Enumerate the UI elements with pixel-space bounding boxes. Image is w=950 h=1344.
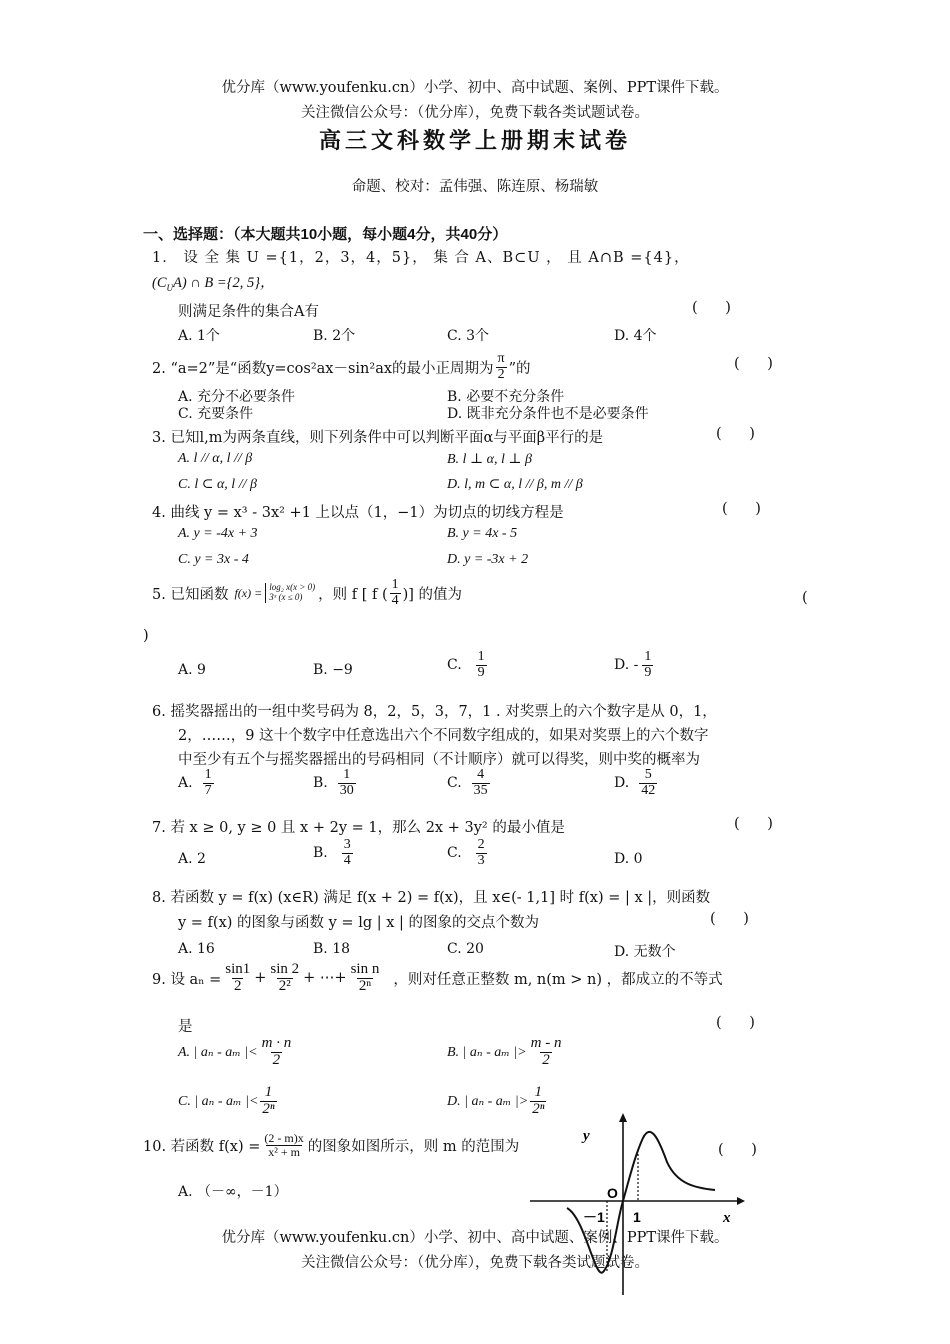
q2-option-b: B. 必要不充分条件 [447,389,565,405]
q7-option-b: B. $\frac{3}{4}$ [313,837,351,868]
y-label: y [583,1128,590,1144]
q8-option-d: D. 无数个 [614,944,676,960]
q10-stem: 10. 若函数 f(x) = $\frac{(2 - m)x}{\text{x² + m}}$ 的图象如图所示，则 m 的范围为 [143,1131,520,1159]
q9-option-a: A. | aₙ - aₘ |< $\frac{m \cdot n}{2}$ [178,1035,292,1068]
q7-answer-paren: ( ) [734,816,773,832]
q4-option-b: B. y = 4x - 5 [447,526,518,541]
q4-option-c: C. y = 3x - 4 [178,552,249,567]
q9-line2: 是 [178,1019,193,1035]
q7-option-d: D. 0 [614,851,643,867]
q5-paren-left: ( [802,590,808,606]
q1-answer-paren: ( ) [692,300,731,316]
footer-line-1: 优分库（www.youfenku.cn）小学、初中、高中试题、案例、PPT课件下载。 [221,1230,729,1246]
x-label: x [723,1210,731,1226]
q2-answer-paren: ( ) [734,356,773,372]
x-axis-arrow-icon [737,1197,745,1205]
pos-one-label: 1 [633,1209,641,1225]
q6-option-d: D. $\frac{5}{42}$ [614,767,656,798]
header-line-2: 关注微信公众号：（优分库），免费下载各类试题试卷。 [301,105,649,121]
page-title: 高三文科数学上册期末试卷 [318,128,631,154]
footer-line-2: 关注微信公众号：（优分库），免费下载各类试题试卷。 [301,1255,649,1271]
authors: 命题、校对：孟伟强、陈连原、杨瑞敏 [351,179,599,195]
q2-option-a: A. 充分不必要条件 [178,389,296,405]
header-line-1: 优分库（www.youfenku.cn）小学、初中、高中试题、案例、PPT课件下载。 [221,80,729,96]
q1-option-b: B. 2个 [313,328,356,344]
section-heading: 一、选择题：（本大题共10小题，每小题4分，共40分） [143,226,508,243]
q1-option-c: C. 3个 [447,328,490,344]
q8-line1: 8. 若函数 y = f(x) (x∈R) 满足 f(x + 2) = f(x)，且 x∈(- 1,1] 时 f(x) = | x |，则函数 [152,890,711,906]
q2-option-d: D. 既非充分条件也不是必要条件 [447,406,649,422]
q3-option-c: C. l ⊂ α, l // β [178,477,257,492]
q5-option-c: C. $\frac{1}{9}$ [447,649,485,680]
q5-paren-right: ) [143,628,149,644]
q8-line2: y = f(x) 的图象与函数 y = lg | x | 的图象的交点个数为 [178,915,539,931]
q2-option-c: C. 充要条件 [178,406,254,422]
neg-one-label: －1 [583,1209,605,1225]
q10-option-a: A. （－∞，－1） [178,1184,288,1200]
q1-stem: 则满足条件的集合A有 [178,304,319,320]
q6-option-b: B. $\frac{1}{30}$ [313,767,354,798]
q8-answer-paren: ( ) [710,911,749,927]
q4-option-a: A. y = -4x + 3 [178,526,258,541]
q5-option-b: B. −9 [313,662,353,678]
q1-option-a: A. 1个 [178,328,220,344]
q6-line3: 中至少有五个与摇奖器摇出的号码相同（不计顺序）就可以得奖，则中奖的概率为 [178,752,700,768]
q3-option-b: B. l ⊥ α, l ⊥ β [447,452,532,467]
q4-answer-paren: ( ) [722,501,761,517]
q9-option-b: B. | aₙ - aₘ |> $\frac{m - n}{2}$ [447,1035,562,1068]
y-axis-arrow-icon [619,1113,627,1122]
q5-option-a: A. 9 [178,662,206,678]
q5-option-d: D. - $\frac{1}{9}$ [614,649,652,680]
q7-option-c: C. $\frac{2}{3}$ [447,837,485,868]
q4-option-d: D. y = -3x + 2 [447,552,529,567]
q1-option-d: D. 4个 [614,328,657,344]
q6-option-c: C. $\frac{4}{35}$ [447,767,488,798]
q9-option-c: C. | aₙ - aₘ |< $\frac{1}{\text{2ⁿ}}$ [178,1084,275,1117]
q1-line1: 1． 设 全 集 U ={1，2，3，4，5}， 集 合 A、B⊂U ， 且 A∩B ={4}， [152,250,690,266]
q7-option-a: A. 2 [178,851,206,867]
q6-line2: 2，……，9 这十个数字中任意选出六个不同数字组成的，如果对奖票上的六个数字 [178,728,709,744]
q3-option-d: D. l, m ⊂ α, l // β, m // β [447,477,583,492]
q3-stem: 3. 已知l,m为两条直线，则下列条件中可以判断平面α与平面β平行的是 [152,430,604,446]
q3-answer-paren: ( ) [716,426,755,442]
q6-option-a: A. $\frac{1}{7}$ [178,767,212,798]
q9-stem: 9. 设 aₙ = $\frac{\sin 1}{2}$ + $\frac{\sin 2}{\text{2²}}$ + ⋯+ $\frac{\text{sin n}}{\text{2ⁿ}}$ ，则对任意正整数 m, n(m > n) ，都成立的不等式 [152,961,723,994]
q9-option-d: D. | aₙ - aₘ |> $\frac{1}{\text{2ⁿ}}$ [447,1084,545,1117]
q8-option-a: A. 16 [178,941,215,957]
q5-stem: 5. 已知函数 f(x) = log₂ x(x > 0) 3ˣ (x ≤ 0) ，则 f [ f ( $\frac{1}{4}$ )] 的值为 [152,577,463,608]
q10-answer-paren: ( ) [718,1142,757,1158]
q4-stem: 4. 曲线 y = x³ - 3x² +1 上以点（1，−1）为切点的切线方程是 [152,505,564,521]
q2-stem: 2. “a=2”是“函数y=cos²ax－sin²ax的最小正周期为 $\frac{\pi}{2}$ ”的 [152,351,531,382]
q7-stem: 7. 若 x ≥ 0, y ≥ 0 且 x + 2y = 1，那么 2x + 3y² 的最小值是 [152,820,565,836]
origin-label: O [607,1185,618,1201]
q8-option-c: C. 20 [447,941,484,957]
q6-line1: 6. 摇奖器摇出的一组中奖号码为 8，2，5，3，7，1 . 对奖票上的六个数字是从 0，1， [152,704,717,720]
q8-option-b: B. 18 [313,941,351,957]
q3-option-a: A. l // α, l // β [178,451,253,466]
q1-line2: $(C_UA)$ ∩ B ={2, 5}， [152,275,275,293]
q9-answer-paren: ( ) [716,1015,755,1031]
